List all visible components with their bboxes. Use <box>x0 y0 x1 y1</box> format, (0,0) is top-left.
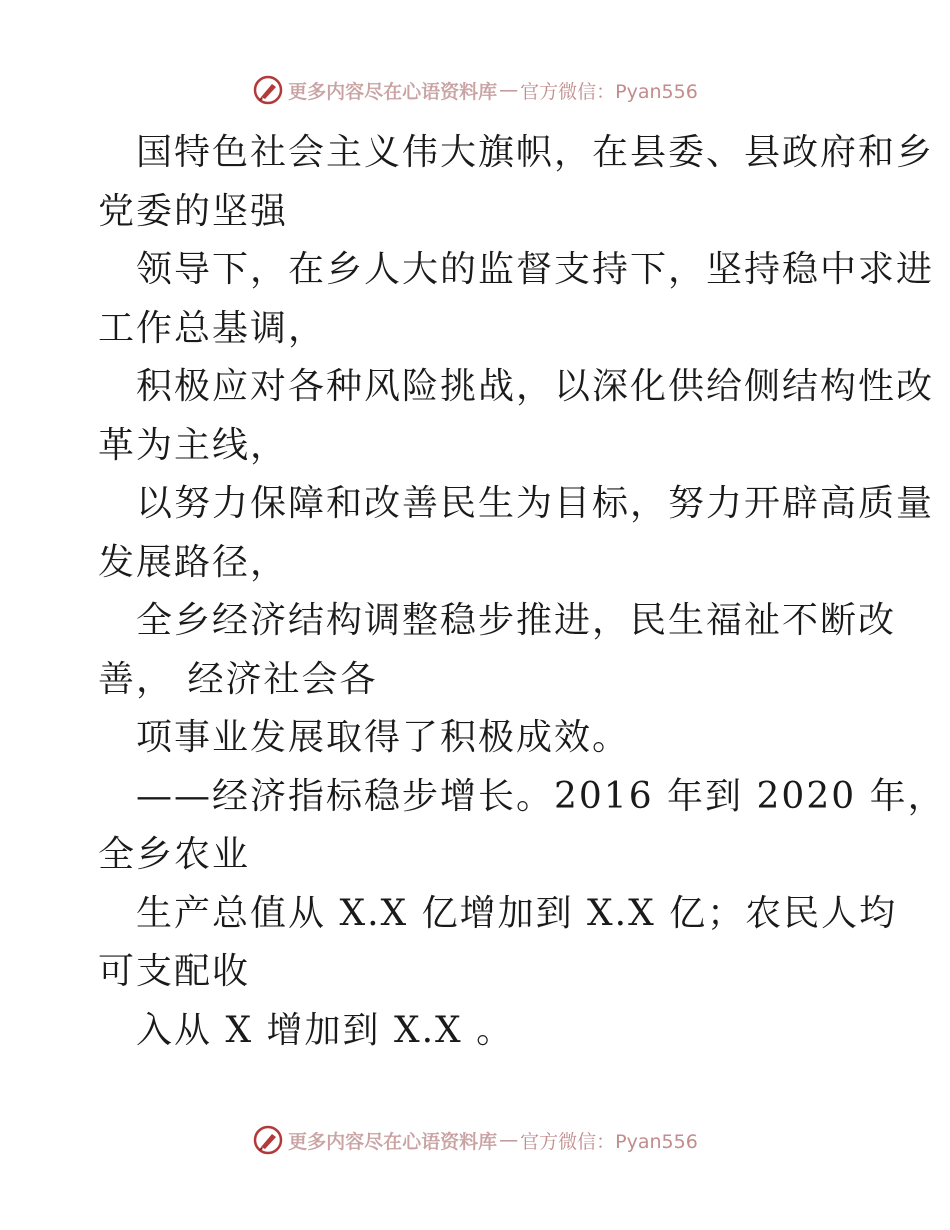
footer-promo-text: 更多内容尽在心语资料库 <box>288 1130 498 1153</box>
body-line: 项事业发展取得了积极成效。 <box>136 717 631 758</box>
body-line: 可支配收 <box>98 951 251 992</box>
body-line: ——经济指标稳步增长。2016 年到 2020 年， <box>136 775 946 817</box>
footer-dash: — <box>499 1129 519 1151</box>
body-line: 发展路径， <box>98 541 289 583</box>
body-line: 以努力保障和改善民生为目标，努力开辟高质量 <box>136 483 935 524</box>
body-line: 党委的坚强 <box>98 190 289 232</box>
body-line: 革为主线， <box>98 424 289 466</box>
header-dash: — <box>499 79 519 101</box>
body-line: 积极应对各种风险挑战，以深化供给侧结构性改 <box>136 366 935 407</box>
body-line: 生产总值从 X.X 亿增加到 X.X 亿；农民人均 <box>136 892 898 934</box>
body-line: 全乡经济结构调整稳步推进，民生福祉不断改 <box>136 600 897 641</box>
body-line: 善， 经济社会各 <box>98 658 378 700</box>
body-line: 入从 X 增加到 X.X 。 <box>136 1009 515 1051</box>
body-line: 国特色社会主义伟大旗帜，在县委、县政府和乡 <box>136 132 935 173</box>
footer-banner <box>0 1120 950 1160</box>
document-body <box>98 124 946 1060</box>
header-wechat-text: 官方微信：Pyan556 <box>520 80 698 103</box>
body-line: 工作总基调， <box>98 307 327 349</box>
body-line: 全乡农业 <box>98 834 251 875</box>
body-line: 领导下，在乡人大的监督支持下，坚持稳中求进 <box>136 249 935 290</box>
header-banner <box>0 70 950 110</box>
footer-wechat-text: 官方微信：Pyan556 <box>520 1130 698 1153</box>
header-promo-text: 更多内容尽在心语资料库 <box>288 80 498 103</box>
pen-seal-icon <box>252 74 284 106</box>
pen-seal-icon <box>252 1124 284 1156</box>
